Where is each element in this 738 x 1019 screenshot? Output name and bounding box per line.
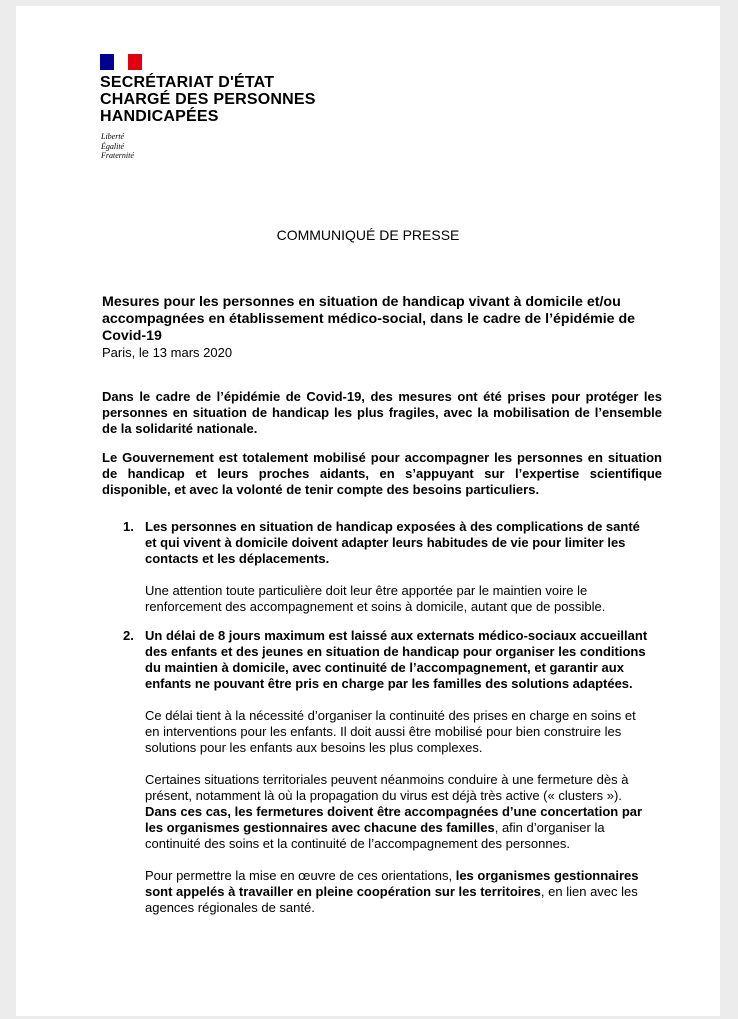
ministry-name (100, 74, 316, 125)
marianne-flag-logo (100, 54, 142, 70)
motto-fraternite: Fraternité (101, 151, 134, 160)
paragraph-text: Pour permettre la mise en œuvre de ces orientations, (145, 868, 456, 883)
list-item-number: 1. (123, 519, 134, 534)
list-item-paragraph: Ce délai tient à la nécessité d’organiser la continuité des prises en charge en soins et en interventions pour les enfants. Il doit aussi être mobilisé pour bien construire les solutions pour les enfants aux besoins les plus complexes. (145, 708, 636, 755)
flag-red-band (128, 54, 142, 70)
paragraph-text: , en lien avec les agences régionales de santé. (145, 884, 638, 915)
list-item-paragraph (145, 868, 653, 916)
list-item-paragraph (145, 772, 653, 852)
list-item-lead: Les personnes en situation de handicap exposées à des complications de santé et qui vivent à domicile doivent adapter leurs habitudes de vie pour limiter les contacts et les déplacements. (145, 519, 640, 566)
list-item-number: 2. (123, 628, 134, 643)
press-release-title: Mesures pour les personnes en situation de handicap vivant à domicile et/ou accompagnées en établissement médico-social, dans le cadre de l’épidémie de Covid-19 (102, 294, 636, 344)
intro-paragraph-1: Dans le cadre de l’épidémie de Covid-19, des mesures ont été prises pour protéger les personnes en situation de handicap les plus fragiles, avec la mobilisation de l’ensemble de la solidarité nationale. (102, 389, 662, 436)
republic-motto (101, 132, 134, 161)
ministry-line-1: SECRÉTARIAT D'ÉTAT (100, 74, 275, 91)
list-item-1 (123, 519, 653, 615)
flag-white-band (114, 54, 128, 70)
paragraph-bold-text: les organismes gestionnaires sont appelés à travailler en pleine coopération sur les territoires (145, 868, 639, 899)
document-page (16, 6, 720, 1016)
paragraph-text: Certaines situations territoriales peuvent néanmoins conduire à une fermeture dès à présent, notamment là où la propagation du virus est déjà très active (« clusters »). (145, 772, 629, 803)
ministry-line-3: HANDICAPÉES (100, 108, 219, 125)
ministry-line-2: CHARGÉ DES PERSONNES (100, 91, 316, 108)
list-item-lead: Un délai de 8 jours maximum est laissé aux externats médico-sociaux accueillant des enfants et des jeunes en situation de handicap pour organiser les conditions du maintien à domicile, avec continuité de l’accompagnement, et garantir aux enfants ne pouvant être pris en charge par les familles des solutions adaptées. (145, 628, 648, 691)
place-date: Paris, le 13 mars 2020 (102, 345, 233, 360)
motto-liberte: Liberté (101, 132, 125, 141)
list-item-2 (123, 628, 653, 916)
paragraph-bold-text: Dans ces cas, les fermetures doivent être accompagnées d’une concertation par les organismes gestionnaires avec chacune des familles (145, 804, 643, 835)
intro-paragraph-2: Le Gouvernement est totalement mobilisé pour accompagner les personnes en situation de handicap et leurs proches aidants, en s’appuyant sur l’expertise scientifique disponible, et avec la volonté de tenir compte des besoins particuliers. (102, 450, 662, 497)
paragraph-text: , afin d’organiser la continuité des soins et la continuité de l’accompagnement des personnes. (145, 820, 605, 851)
list-item-paragraph: Une attention toute particulière doit leur être apportée par le maintien voire le renforcement des accompagnement et soins à domicile, autant que de possible. (145, 583, 606, 614)
document-type-heading: COMMUNIQUÉ DE PRESSE (276, 227, 460, 243)
motto-egalite: Égalité (101, 141, 125, 151)
flag-blue-band (100, 54, 114, 70)
